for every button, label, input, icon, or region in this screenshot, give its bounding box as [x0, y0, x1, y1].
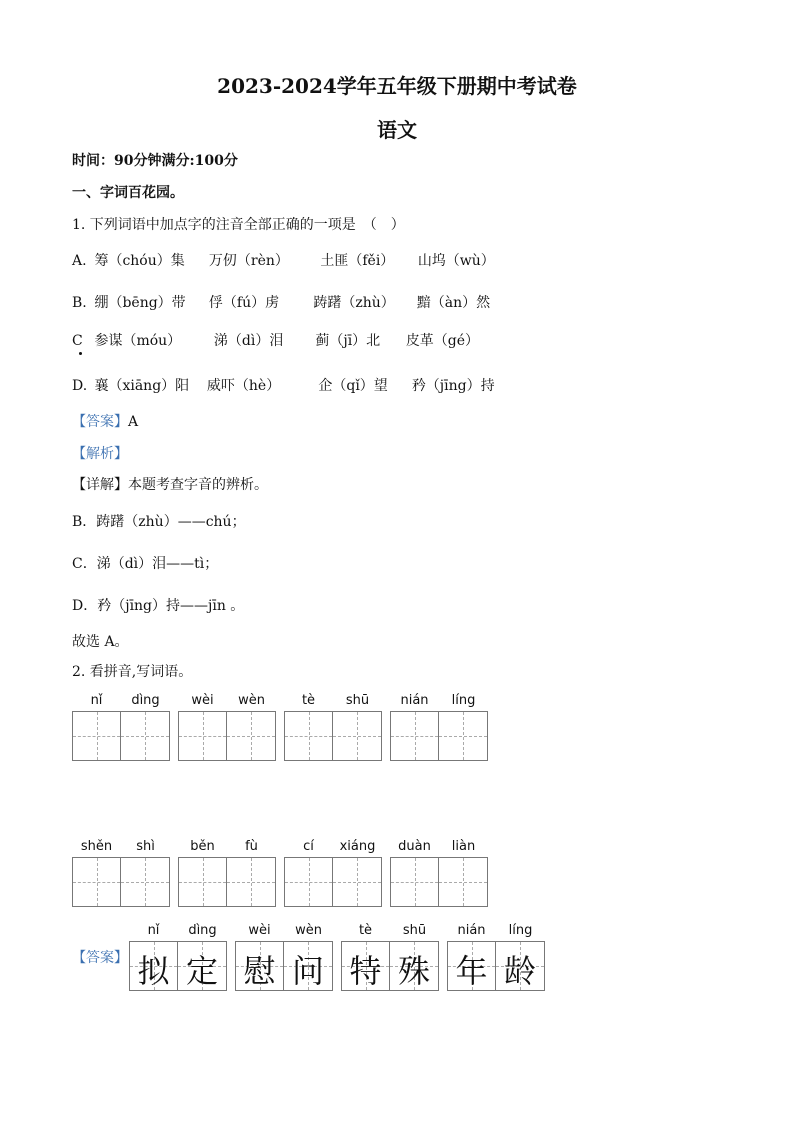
pinyin: fù [245, 839, 258, 854]
pinyin: shū [345, 693, 370, 708]
answer-char: 定 [185, 952, 218, 990]
q2-answer-tag: 【答案】 [72, 950, 128, 966]
option-item: 企（qǐ）望 [318, 378, 388, 394]
answer-char: 龄 [503, 952, 536, 990]
answer-char: 特 [349, 952, 382, 990]
pinyin: xiáng [339, 839, 376, 854]
answer-value: A [128, 414, 139, 430]
writing-grid[interactable] [390, 711, 488, 761]
pinyin: liàn [451, 839, 476, 854]
pinyin: nǐ [90, 693, 103, 708]
pinyin: duàn [398, 839, 431, 854]
option-item: 涕（dì）泪 [213, 333, 284, 349]
subject-title: 语文 [377, 118, 417, 142]
section-heading: 一、字词百花园。 [72, 185, 184, 201]
pinyin: běn [190, 839, 215, 854]
option-label: C [72, 333, 83, 349]
option-item: 绷（bēng）带 [94, 295, 186, 311]
writing-grid[interactable] [72, 711, 170, 761]
option-item: 俘（fú）虏 [208, 295, 280, 311]
pinyin: wèn [238, 693, 265, 708]
option-item: 黯（àn）然 [416, 295, 491, 311]
pinyin: nián [457, 923, 486, 938]
pinyin: dìng [188, 923, 217, 938]
answer-char: 慰 [243, 952, 276, 990]
pinyin: tè [358, 923, 373, 938]
option-c [72, 330, 479, 350]
pinyin: tè [301, 693, 316, 708]
option-label: D. [72, 378, 88, 394]
pinyin: shěn [80, 839, 113, 854]
option-item: 筹（chóu）集 [94, 253, 185, 269]
answer-tag: 【答案】 [72, 414, 128, 430]
answer-char: 年 [455, 952, 488, 990]
analysis-tag: 【解析】 [72, 446, 128, 462]
answer-grid [235, 941, 333, 991]
answer-char: 问 [291, 952, 324, 990]
option-d [72, 375, 495, 395]
writing-grid[interactable] [284, 711, 382, 761]
option-label: A. [72, 253, 87, 269]
option-item: 皮革（gé） [405, 333, 480, 349]
answer-grid [129, 941, 227, 991]
time-info: 时间：90分钟满分:100分 [72, 153, 238, 169]
pinyin: líng [451, 693, 476, 708]
option-item: 万仞（rèn） [208, 253, 289, 269]
explanation-b: B．踌躇（zhù）——chú； [72, 514, 246, 530]
answer-char: 拟 [137, 952, 170, 990]
answer-grid [447, 941, 545, 991]
q1-answer [72, 411, 138, 431]
writing-grid[interactable] [178, 711, 276, 761]
pinyin: nǐ [147, 923, 160, 938]
option-label: B. [72, 295, 87, 311]
explanation-d: D．矜（jīng）持——jīn 。 [72, 598, 245, 614]
pinyin: cí [303, 839, 314, 854]
pinyin: shū [402, 923, 427, 938]
option-item: 威吓（hè） [206, 378, 281, 394]
question-2-stem: 2. 看拼音,写词语。 [72, 664, 193, 680]
option-item: 踌躇（zhù） [313, 295, 395, 311]
detail-line [72, 474, 268, 494]
page-title: 2023-2024学年五年级下册期中考试卷 [217, 74, 577, 98]
option-item: 参谋（móu） [94, 333, 182, 349]
writing-grid[interactable] [284, 857, 382, 907]
question-1-stem: 1. 下列词语中加点字的注音全部正确的一项是 （ ） [72, 217, 405, 233]
pinyin: dìng [131, 693, 160, 708]
pinyin: wèi [248, 923, 271, 938]
conclusion: 故选 A。 [72, 634, 129, 650]
explanation-c: C．涕（dì）泪——tì； [72, 556, 219, 572]
detail-tag: 【详解】 [72, 477, 128, 493]
option-item: 蓟（jī）北 [315, 333, 381, 349]
option-item: 矜（jīng）持 [411, 378, 495, 394]
pinyin: shì [136, 839, 155, 854]
pinyin: líng [508, 923, 533, 938]
writing-grid[interactable] [72, 857, 170, 907]
writing-grid[interactable] [390, 857, 488, 907]
option-item: 山坞（wù） [417, 253, 495, 269]
pinyin: nián [400, 693, 429, 708]
option-b [72, 292, 490, 312]
emphasis-dot [79, 352, 82, 355]
answer-grid [341, 941, 439, 991]
writing-grid[interactable] [178, 857, 276, 907]
pinyin: wèi [191, 693, 214, 708]
option-a [72, 250, 495, 270]
detail-text: 本题考查字音的辨析。 [128, 477, 268, 493]
pinyin: wèn [295, 923, 322, 938]
answer-char: 殊 [397, 952, 430, 990]
option-item: 襄（xiāng）阳 [94, 378, 190, 394]
option-item: 土匪（fěi） [320, 253, 395, 269]
